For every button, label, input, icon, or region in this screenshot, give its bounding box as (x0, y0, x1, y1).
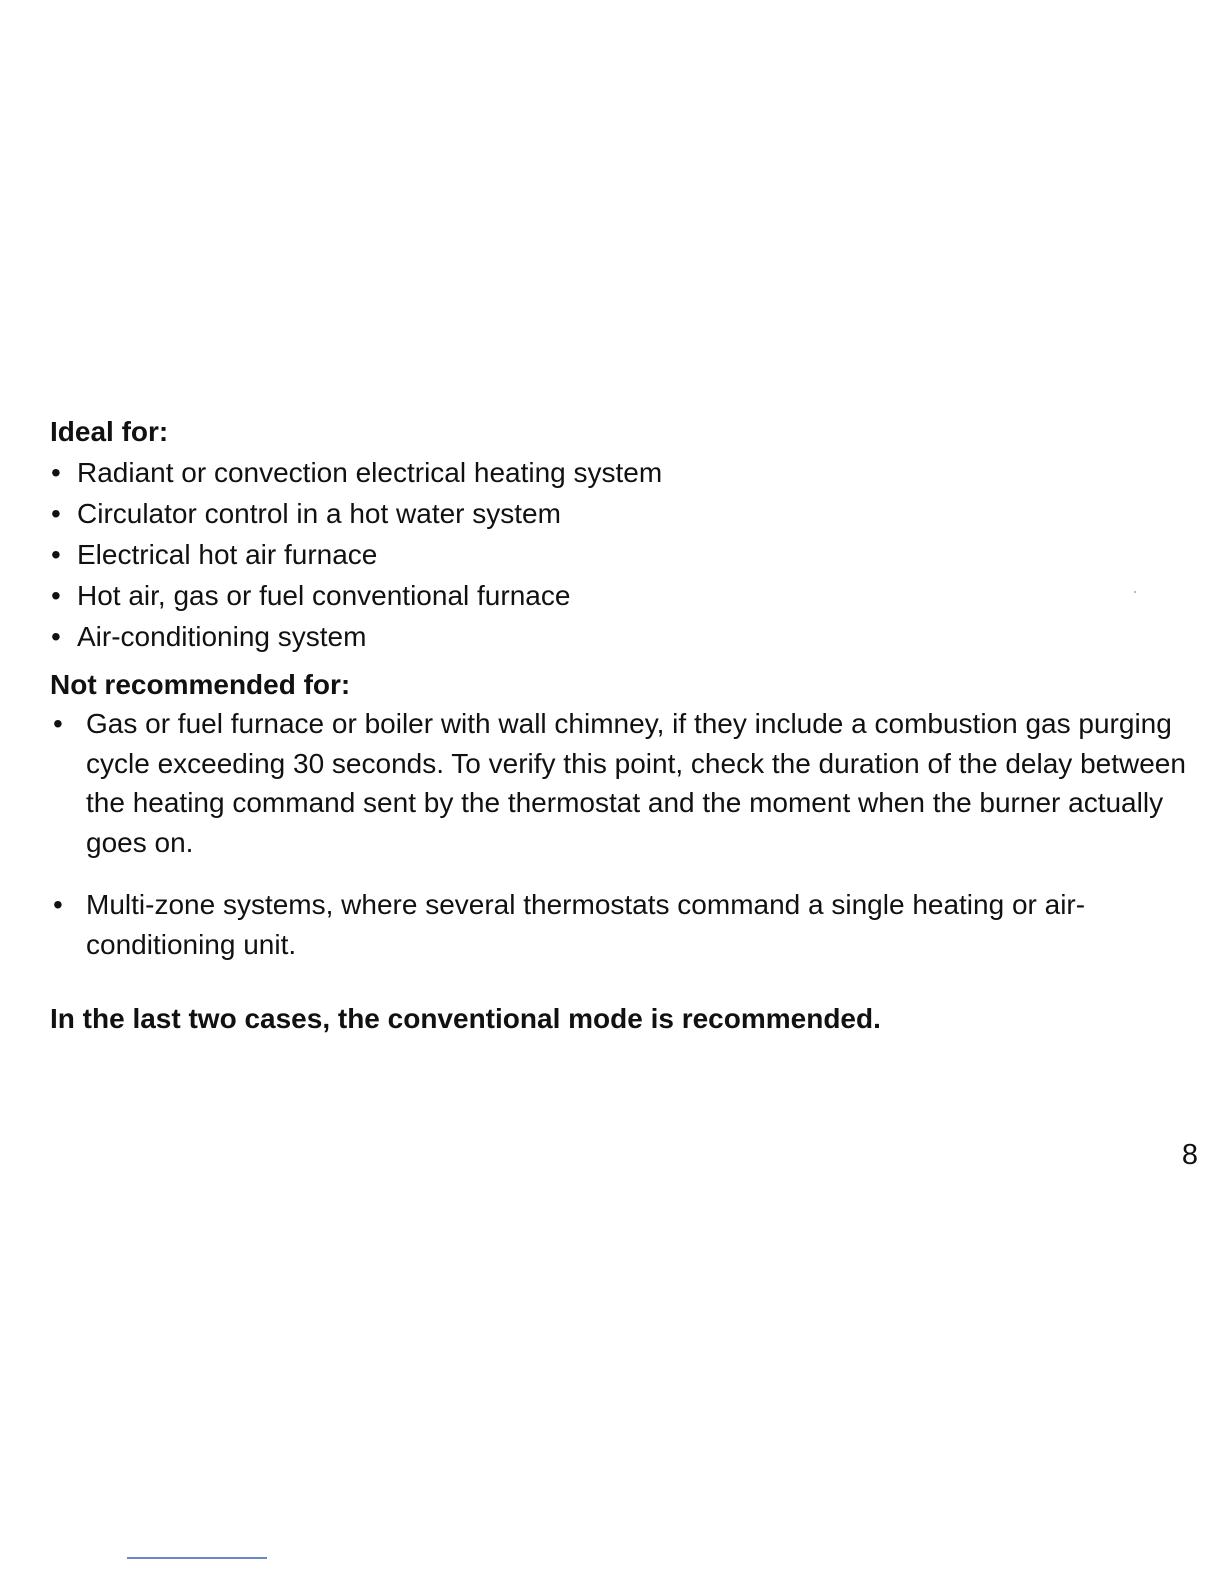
not-recommended-heading: Not recommended for: (50, 669, 351, 700)
list-item-text: Multi-zone systems, where several thermostats command a single heating or air-conditioning unit. (86, 889, 1086, 960)
list-item (50, 452, 662, 493)
list-item (50, 493, 662, 534)
list-item (50, 575, 662, 616)
bullet-icon: • (51, 621, 61, 652)
conclusion-note: In the last two cases, the conventional mode is recommended. (50, 1003, 881, 1034)
list-item-text: Electrical hot air furnace (77, 539, 378, 570)
ideal-for-list (50, 452, 662, 657)
not-recommended-list (50, 704, 1210, 964)
list-item (50, 616, 662, 657)
footer-rule (127, 1557, 267, 1559)
bullet-icon: • (51, 539, 61, 570)
list-item-text: Air-conditioning system (77, 621, 367, 652)
bullet-icon: • (51, 498, 61, 529)
list-item (50, 704, 1210, 862)
list-item (50, 534, 662, 575)
list-item-text: Hot air, gas or fuel conventional furnace (77, 580, 571, 611)
list-item-text: Radiant or convection electrical heating system (77, 457, 663, 488)
list-item (50, 885, 1210, 964)
list-item-text: Gas or fuel furnace or boiler with wall chimney, if they include a combustion gas purging cycle exceeding 30 seconds. To verify this point, check the duration of the delay between the heating command sent by the thermostat and the moment when the burner actually goes on. (86, 708, 1186, 858)
bullet-icon: • (53, 889, 63, 920)
page-number: 8 (1181, 1139, 1198, 1171)
bullet-icon: • (51, 457, 61, 488)
scan-speck (1134, 591, 1136, 593)
bullet-icon: • (51, 580, 61, 611)
bullet-icon: • (53, 708, 63, 739)
ideal-for-heading: Ideal for: (50, 416, 169, 447)
list-item-text: Circulator control in a hot water system (77, 498, 561, 529)
